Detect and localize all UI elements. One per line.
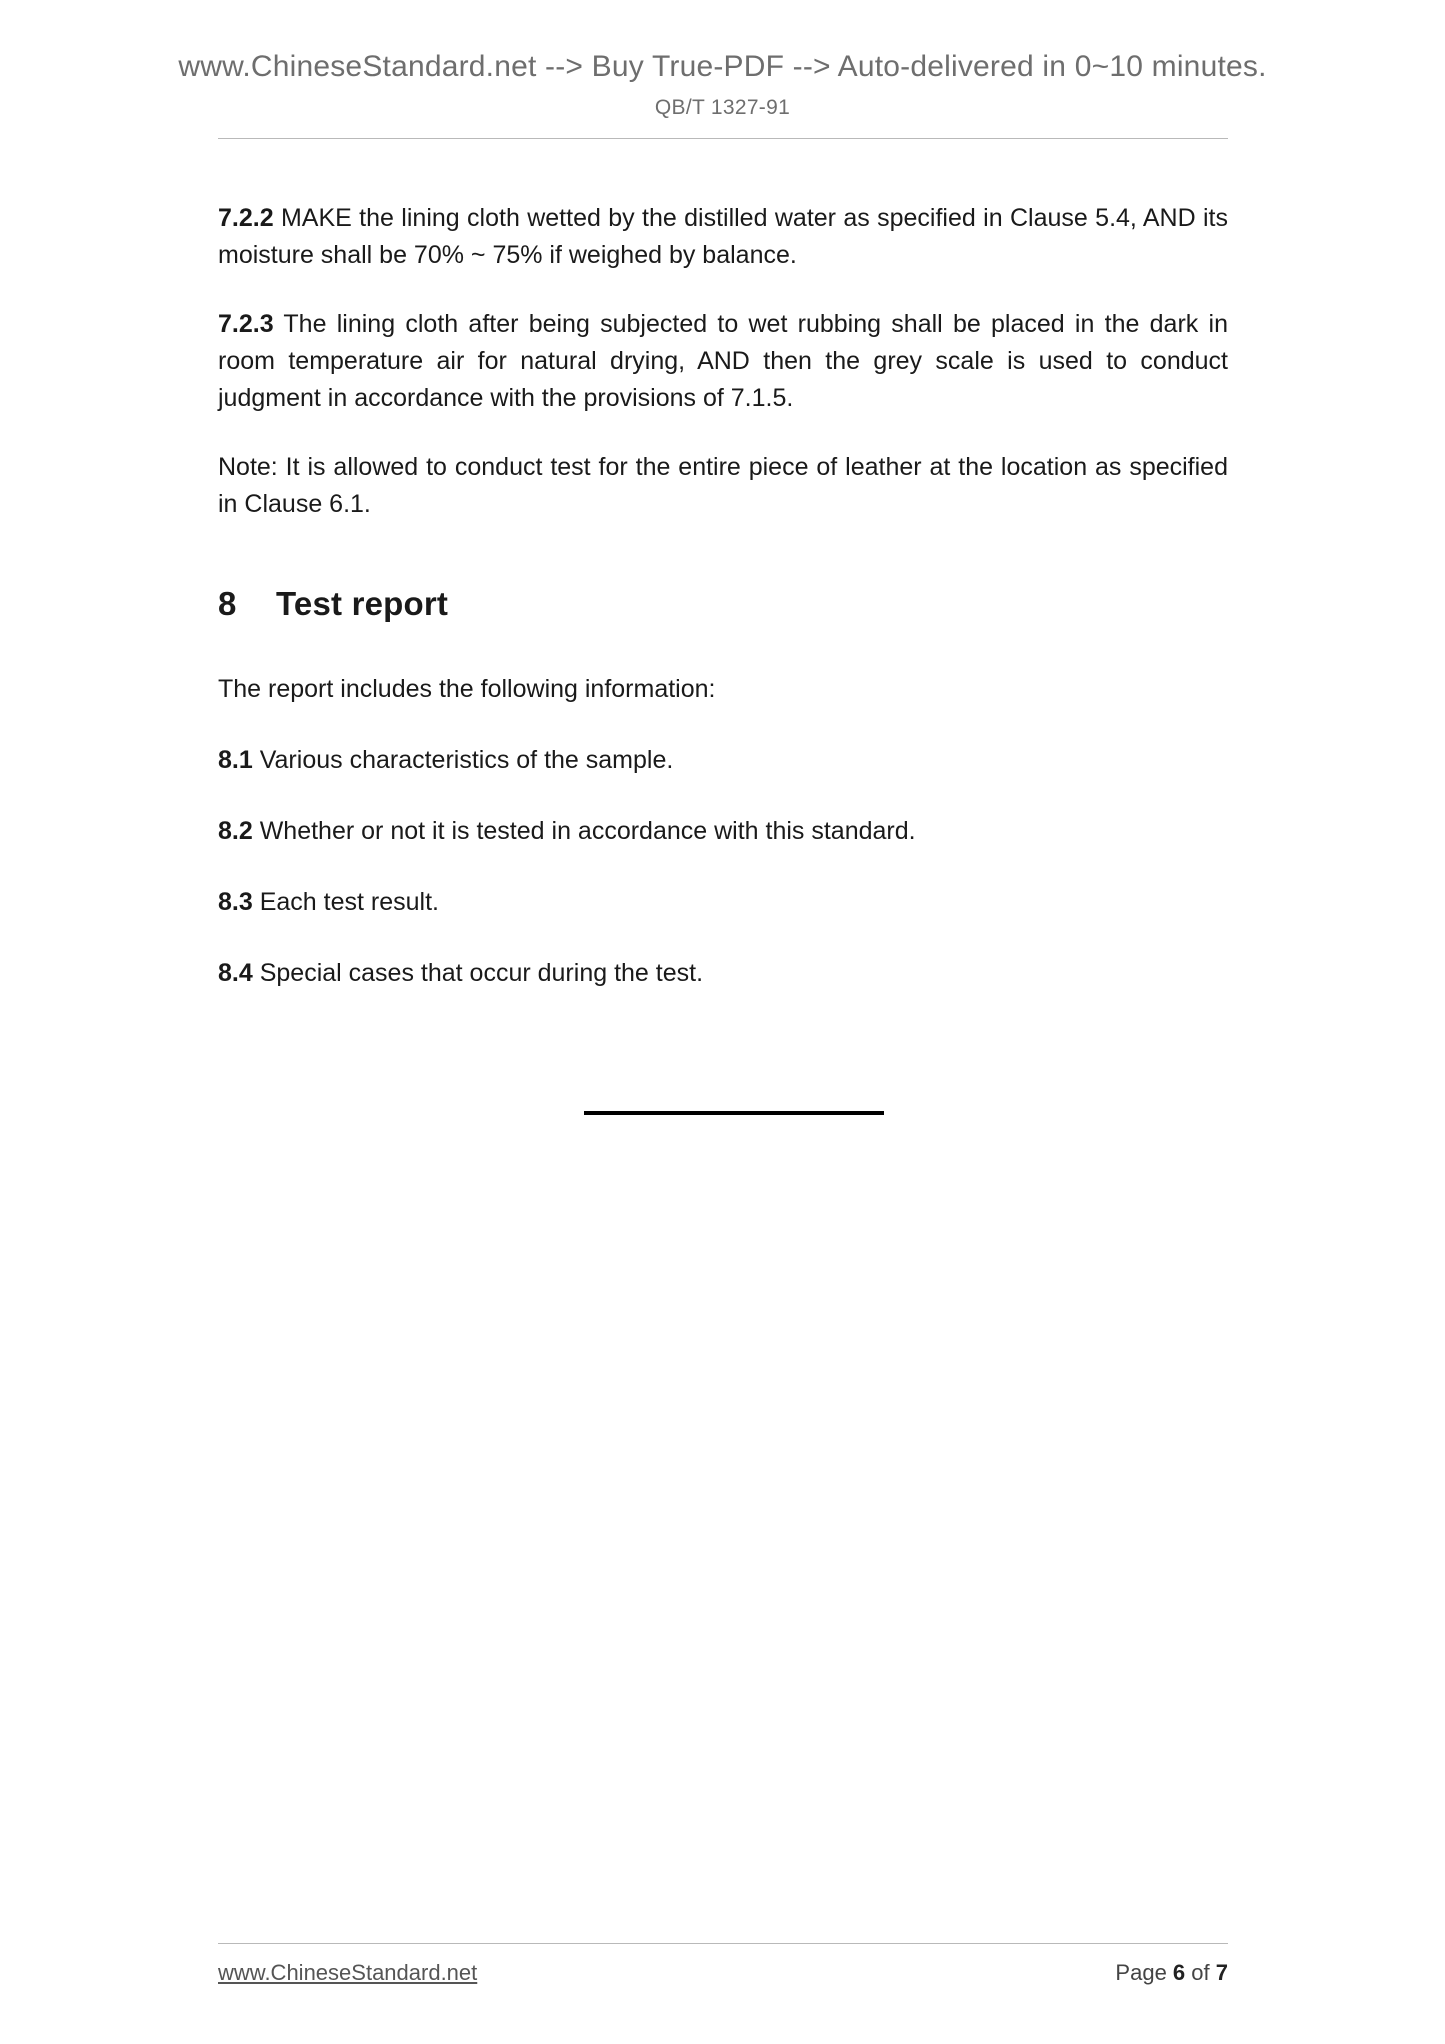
section-title: Test report: [276, 585, 449, 622]
item-8-1: [218, 742, 1228, 779]
end-of-document-divider: [218, 1102, 1228, 1120]
item-8-2-number: 8.2: [218, 817, 253, 845]
footer-website-link[interactable]: www.ChineseStandard.net: [218, 1960, 478, 1985]
page-of: of: [1185, 1960, 1216, 1985]
item-8-4: [218, 955, 1228, 992]
page-total: 7: [1215, 1960, 1228, 1985]
divider-line: [584, 1111, 884, 1115]
clause-7-2-3-number: 7.2.3: [218, 310, 274, 338]
item-8-4-text: Special cases that occur during the test.: [252, 959, 704, 987]
report-intro: The report includes the following information:: [218, 675, 716, 703]
document-content: [218, 200, 1228, 1120]
item-8-1-number: 8.1: [218, 746, 253, 774]
clause-7-2-2-number: 7.2.2: [218, 204, 274, 232]
item-8-4-number: 8.4: [218, 959, 253, 987]
note-paragraph: Note: It is allowed to conduct test for the entire piece of leather at the location as specified in Clause 6.1.: [218, 453, 1228, 518]
clause-7-2-2: [218, 200, 1228, 274]
clause-7-2-2-text: MAKE the lining cloth wetted by the distilled water as specified in Clause 5.4, AND its moisture shall be 70% ~ 75% if weighed by balance.: [218, 204, 1228, 269]
page-label: Page: [1115, 1960, 1173, 1985]
page-current: 6: [1172, 1960, 1186, 1985]
section-number: 8: [218, 585, 237, 622]
item-8-1-text: Various characteristics of the sample.: [252, 746, 674, 774]
item-8-3: [218, 884, 1228, 921]
clause-7-2-3-text: The lining cloth after being subjected to wet rubbing shall be placed in the dark in room temperature air for natural drying, AND then the grey scale is used to conduct judgment in accordance with the provisions of 7.1.5.: [218, 310, 1228, 412]
item-8-2-text: Whether or not it is tested in accordance with this standard.: [252, 817, 916, 845]
page-footer: [218, 1943, 1228, 1986]
item-8-3-number: 8.3: [218, 888, 253, 916]
clause-7-2-3: [218, 306, 1228, 417]
page-number: [1115, 1960, 1228, 1986]
promo-banner: www.ChineseStandard.net --> Buy True-PDF --> Auto-delivered in 0~10 minutes.: [178, 50, 1267, 83]
standard-code: QB/T 1327-91: [654, 96, 791, 119]
item-8-3-text: Each test result.: [252, 888, 439, 916]
footer-row: [218, 1960, 1228, 1986]
item-8-2: [218, 813, 1228, 850]
section-heading-8: [218, 585, 1228, 623]
header-divider: [218, 138, 1228, 139]
footer-divider: [218, 1943, 1228, 1944]
